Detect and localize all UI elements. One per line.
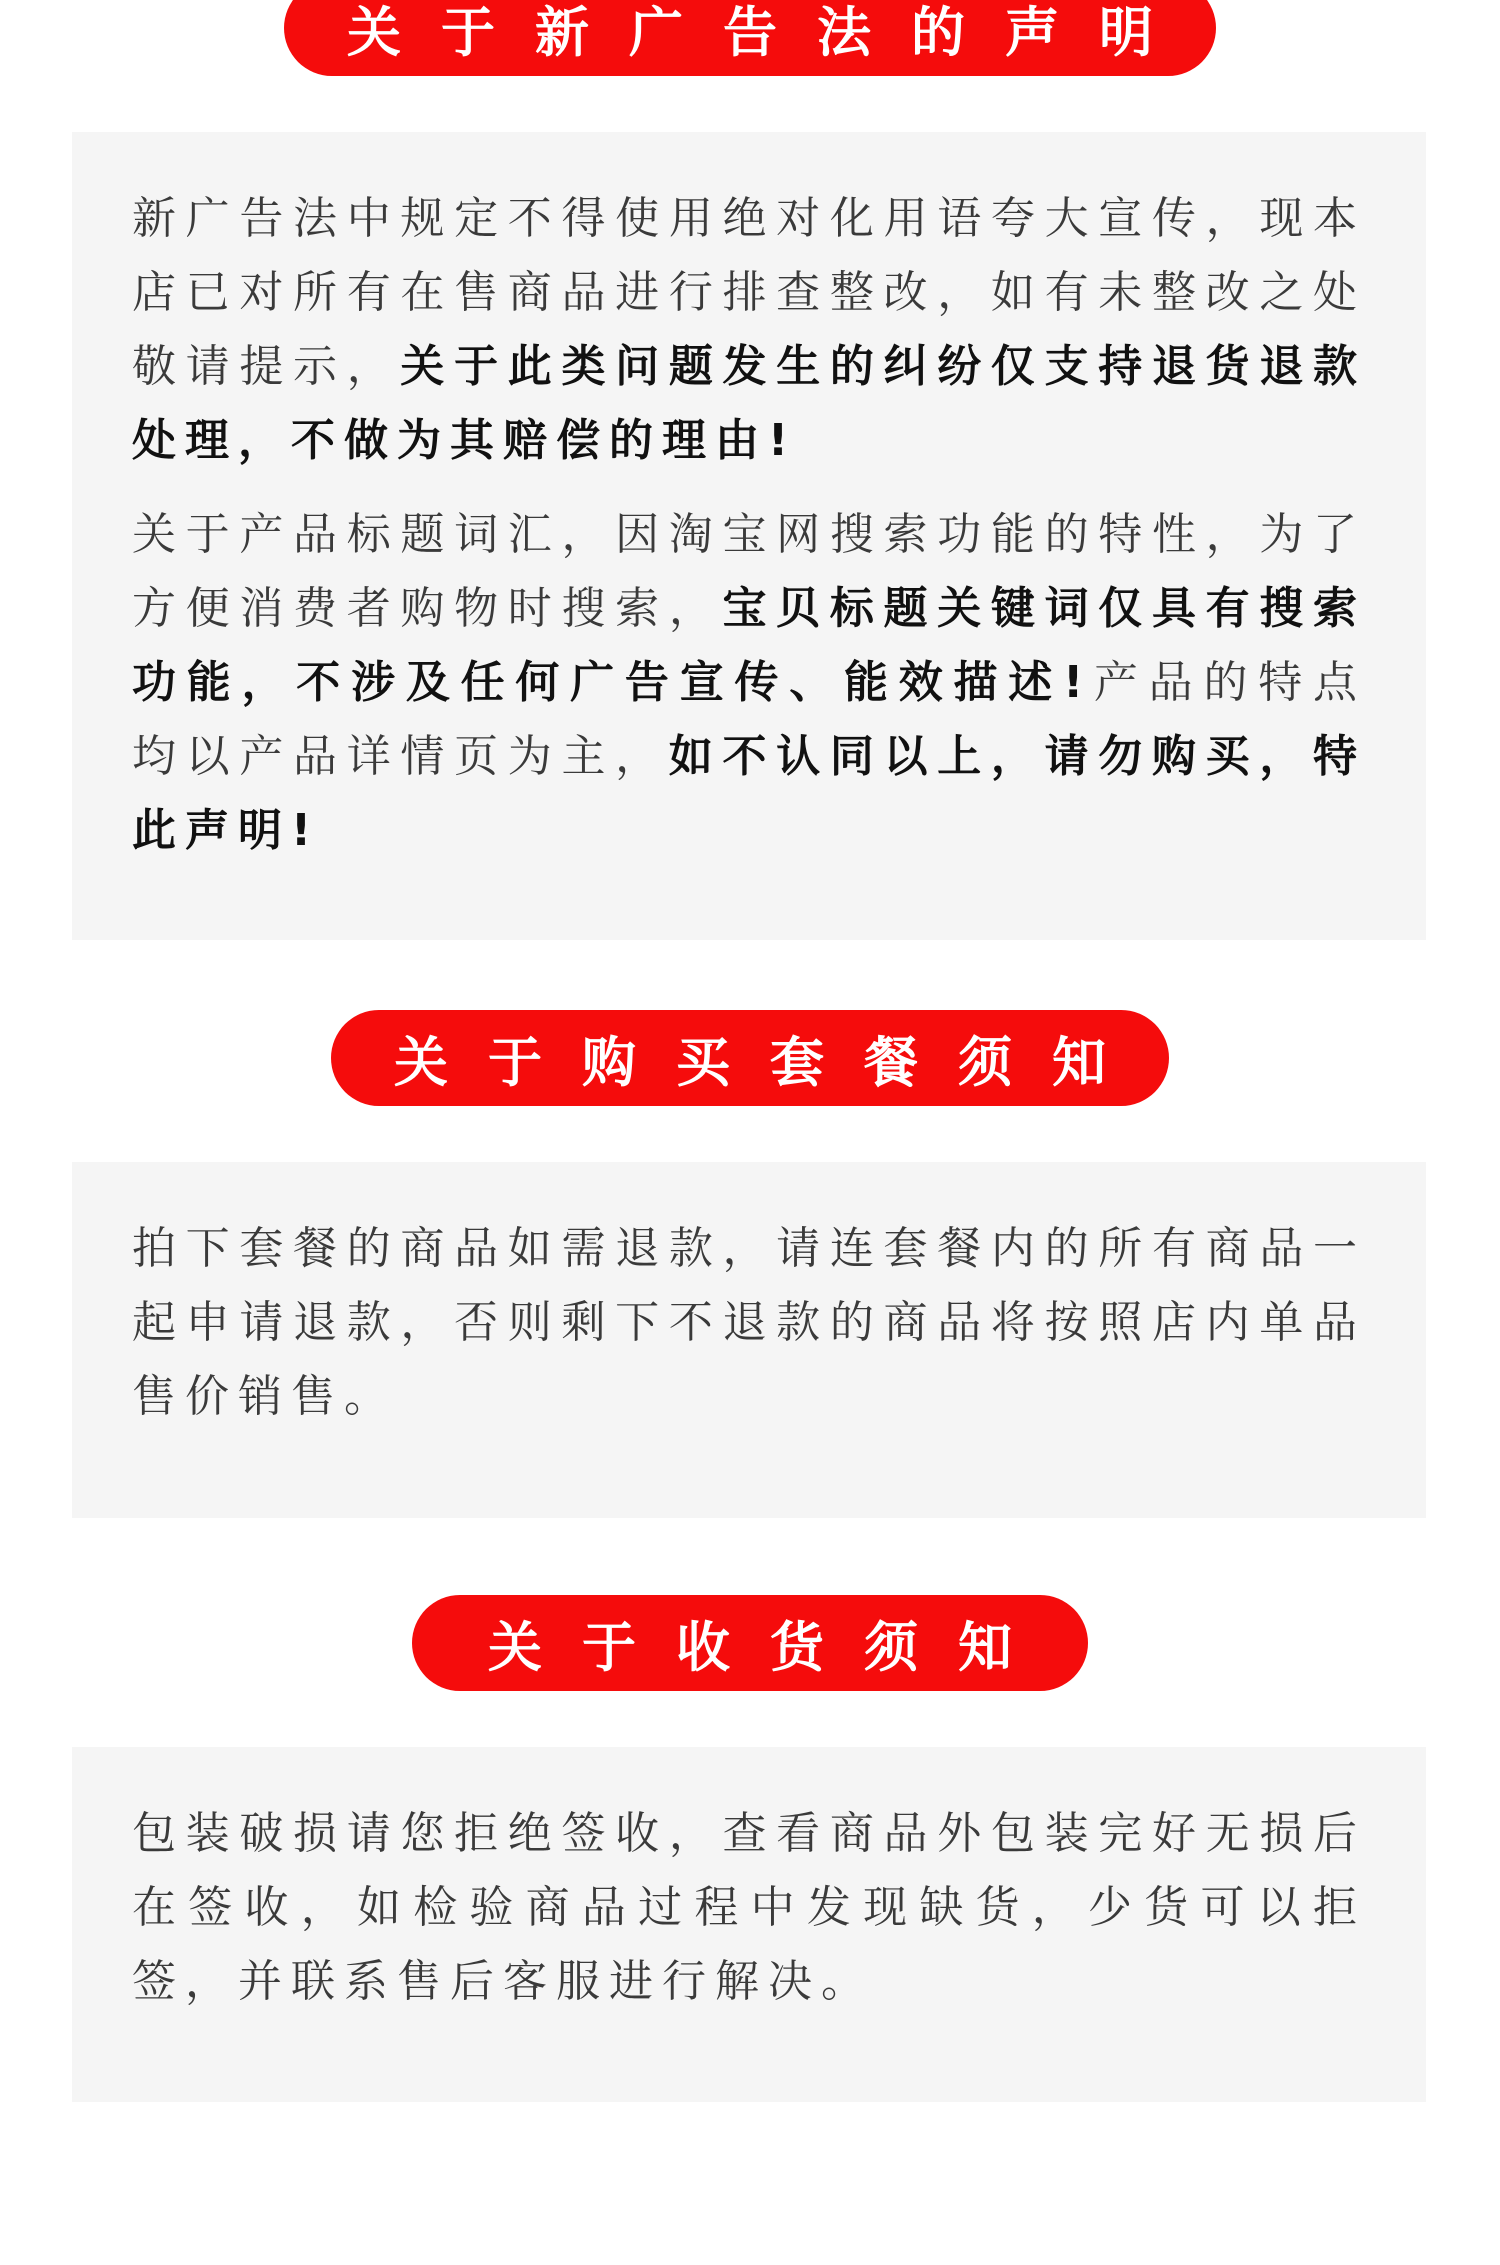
bundle-paragraph bbox=[132, 1212, 1366, 1434]
section-card-bundle bbox=[72, 1162, 1426, 1518]
ad-law-paragraph-2 bbox=[132, 498, 1366, 868]
ad-law-p2-text-1: 关于产品标题词汇，因淘宝网搜索功能的特性，为了方便消费者购物时搜索， bbox=[132, 509, 1366, 634]
ad-law-p2-text-2: 产品的特点均以产品详情页为主， bbox=[132, 657, 1366, 782]
receiving-text: 包装破损请您拒绝签收，查看商品外包装完好无损后在签收，如检验商品过程中发现缺货，少货可以拒签，并联系售后客服进行解决。 bbox=[132, 1808, 1366, 2007]
section-title-ad-law: 关于新广告法的声明 bbox=[284, 0, 1216, 76]
ad-law-p2-bold-text-1: 宝贝标题关键词仅具有搜索功能，不涉及任何广告宣传、能效描述! bbox=[132, 583, 1366, 708]
ad-law-p2-bold-text-2: 如不认同以上，请勿购买，特此声明! bbox=[132, 731, 1367, 856]
section-card-receiving bbox=[72, 1747, 1426, 2102]
ad-law-p1-text: 新广告法中规定不得使用绝对化用语夸大宣传，现本店已对所有在售商品进行排查整改，如有未整改之处敬请提示， bbox=[132, 193, 1366, 392]
section-card-ad-law bbox=[72, 132, 1426, 940]
bundle-text: 拍下套餐的商品如需退款，请连套餐内的所有商品一起申请退款，否则剩下不退款的商品将按照店内单品售价销售。 bbox=[132, 1223, 1366, 1422]
ad-law-p1-bold-text: 关于此类问题发生的纠纷仅支持退货退款处理，不做为其赔偿的理由! bbox=[132, 341, 1367, 466]
section-title-receiving: 关于收货须知 bbox=[412, 1595, 1088, 1691]
section-title-bundle: 关于购买套餐须知 bbox=[331, 1010, 1169, 1106]
receiving-paragraph bbox=[132, 1797, 1366, 2019]
ad-law-paragraph-1 bbox=[132, 182, 1366, 478]
